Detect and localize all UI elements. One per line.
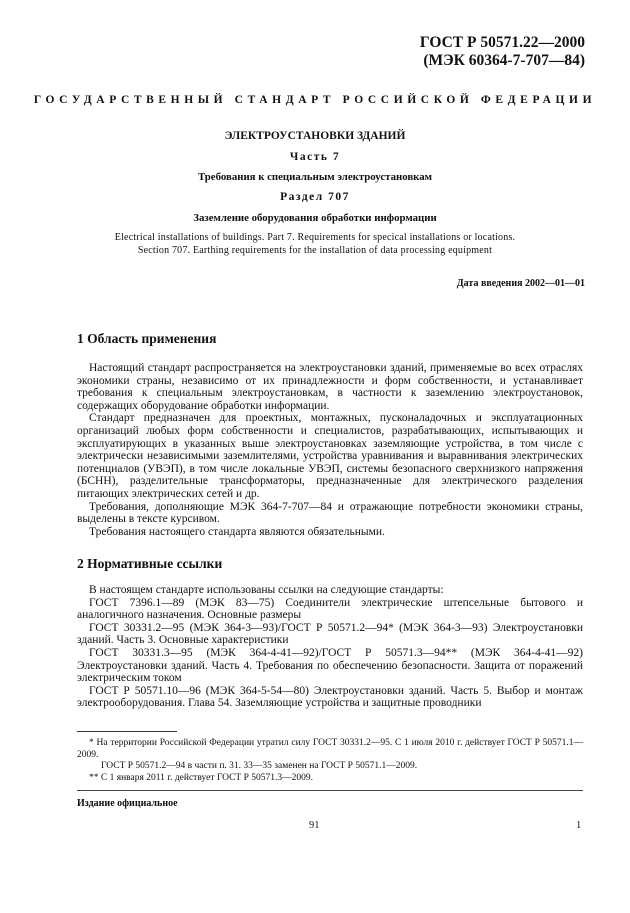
part-title: Требования к специальным электроустановкам <box>198 171 432 183</box>
paragraph: Стандарт предназначен для проектных, монтажных, пусконаладочных и эксплуатационных организаций любых форм собственности и специалистов, разрабатывающих, испытывающих и эксплуатирующих в указанных выше электроустановках заземляющие устройства, в том числе с электрически независимыми заземлителями, устройства уравнивания и выравнивания электрических потенциалов (УВЭП), в том числе локальные УВЭП, системы безопасного сверхнизкого напряжения (БСНН), разделительные трансформаторы, предназначенные для электрического разделения питающих электрических сетей и др. <box>77 412 583 500</box>
page-number-center: 91 <box>309 820 320 831</box>
paragraph: Требования настоящего стандарта являются обязательными. <box>89 525 385 538</box>
iec-code: (МЭК 60364-7-707—84) <box>423 52 585 69</box>
reference-item: ГОСТ 7396.1—89 (МЭК 83—75) Соединители электрические штепсельные бытового и аналогичного назначения. Основные размеры <box>77 596 583 622</box>
section-1-heading: 1 Область применения <box>77 331 217 346</box>
section-label: Раздел 707 <box>280 191 350 203</box>
section-title: Заземление оборудования обработки информации <box>193 212 437 224</box>
footnote: ГОСТ Р 50571.2—94 в части п. 31. 33—35 заменен на ГОСТ Р 50571.1—2009. <box>101 761 418 771</box>
paragraph: Требования, дополняющие МЭК 364-7-707—84 и отражающие потребности экономики страны, выделены в тексте курсивом. <box>77 500 583 526</box>
footnote: ** С 1 января 2011 г. действует ГОСТ Р 50571.3—2009. <box>89 772 314 783</box>
footnotes <box>77 738 583 784</box>
section-2-heading: 2 Нормативные ссылки <box>77 556 223 571</box>
paragraph: Настоящий стандарт распространяется на электроустановки зданий, применяемые во всех отраслях экономики страны, независимо от их принадлежности и форм собственности, и устанавливает требования к специальным электроустановкам, в частности к заземлению электроустановок, содержащих оборудование обработки информации. <box>77 362 583 412</box>
part-label: Часть 7 <box>289 151 341 163</box>
gost-code: ГОСТ Р 50571.22—2000 <box>419 34 585 51</box>
document-main-title: ЭЛЕКТРОУСТАНОВКИ ЗДАНИЙ <box>224 130 406 142</box>
english-title-line-2: Section 707. Earthing requirements for the installation of data processing equipment <box>137 245 493 256</box>
footnote-divider <box>77 731 177 732</box>
footnote: * На территории Российской Федерации утратил силу ГОСТ 30331.2—95. С 1 июля 2010 г. действует ГОСТ Р 50571.1—2009. <box>77 738 583 760</box>
section-2-body <box>77 584 583 710</box>
reference-item: ГОСТ 30331.3—95 (МЭК 364-4-41—92)/ГОСТ Р 50571.3—94** (МЭК 364-4-41—92) Электроустановки зданий. Часть 4. Требования по обеспечению безопасности. Защита от поражений электрическим током <box>77 646 583 685</box>
section-1-body <box>77 362 583 538</box>
page-number-right: 1 <box>576 820 582 831</box>
bottom-divider <box>77 790 583 791</box>
state-standard-title: ГОСУДАРСТВЕННЫЙ СТАНДАРТ РОССИЙСКОЙ ФЕДЕРАЦИИ <box>33 94 597 106</box>
introduction-date: Дата введения 2002—01—01 <box>456 278 585 289</box>
reference-item: ГОСТ 30331.2—95 (МЭК 364-3—93)/ГОСТ Р 50571.2—94* (МЭК 364-3—93) Электроустановки зданий. Часть 3. Основные характеристики <box>77 621 583 647</box>
edition-label: Издание официальное <box>77 798 178 809</box>
paragraph: В настоящем стандарте использованы ссылки на следующие стандарты: <box>89 584 444 596</box>
english-title-line-1: Electrical installations of buildings. Part 7. Requirements for specical installations or locations. <box>114 232 516 243</box>
reference-item: ГОСТ Р 50571.10—96 (МЭК 364-5-54—80) Электроустановки зданий. Часть 5. Выбор и монтаж электрооборудования. Глава 54. Заземляющие устройства и защитные проводники <box>77 684 583 710</box>
